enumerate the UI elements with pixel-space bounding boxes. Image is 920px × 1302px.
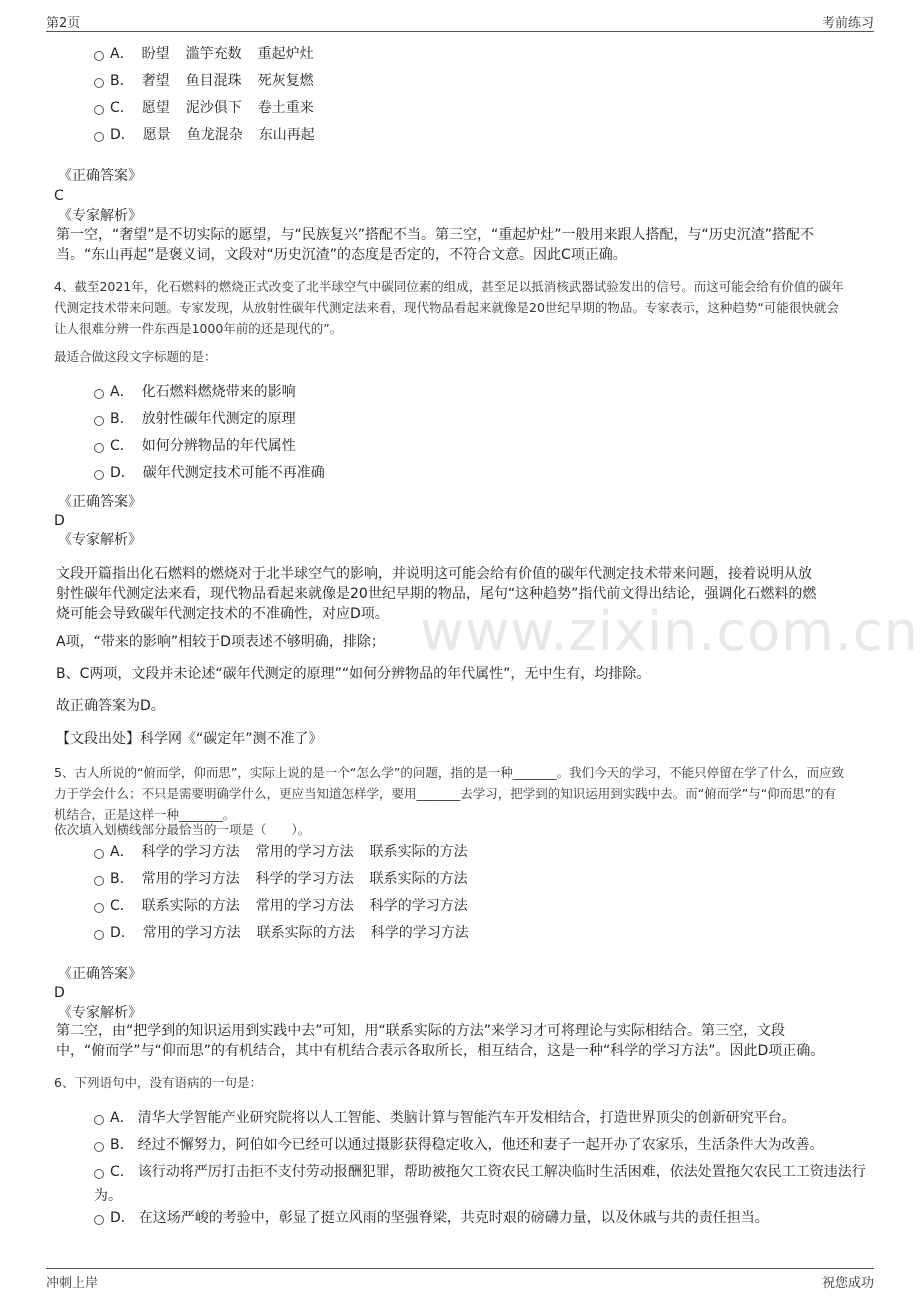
q5-option-d[interactable]: D． 常用的学习方法 联系实际的方法 科学的学习方法 [94, 923, 469, 943]
q6-option-a[interactable]: A． 清华大学智能产业研究院将以人工智能、类脑计算与智能汽车开发相结合，打造世界顶尖的创新研究平台。 [94, 1106, 876, 1130]
radio-icon[interactable] [94, 1169, 104, 1179]
q6-option-d[interactable]: D． 在这场严峻的考验中，彰显了挺立风雨的坚强脊梁，共克时艰的磅礴力量，以及休戚与共的责任担当。 [94, 1206, 876, 1230]
source-citation: 【文段出处】科学网《“碳定年”测不准了》 [56, 731, 323, 747]
question-stem: 6、下列语句中，没有语病的一句是： [54, 1075, 262, 1090]
q4-option-c[interactable]: C． 如何分辨物品的年代属性 [94, 436, 296, 456]
page-header [0, 0, 920, 34]
q3-option-b[interactable]: B． 奢望 鱼目混珠 死灰复燃 [94, 71, 314, 91]
radio-icon[interactable] [94, 78, 104, 88]
page-number: 第2页 [46, 16, 81, 31]
q4-option-d[interactable]: D． 碳年代测定技术可能不再准确 [94, 463, 325, 483]
footer-left-text: 冲刺上岸 [46, 1276, 99, 1291]
radio-icon[interactable] [94, 903, 104, 913]
answer-value: D [54, 985, 65, 1001]
q5-option-a[interactable]: A． 科学的学习方法 常用的学习方法 联系实际的方法 [94, 842, 468, 862]
radio-icon[interactable] [94, 416, 104, 426]
analysis-label: 《专家解析》 [58, 208, 142, 224]
header-title: 考前练习 [821, 16, 874, 31]
question-prompt: 依次填入划横线部分最恰当的一项是（ ）。 [54, 822, 311, 837]
q5-option-b[interactable]: B． 常用的学习方法 科学的学习方法 联系实际的方法 [94, 869, 468, 889]
q5-option-c[interactable]: C． 联系实际的方法 常用的学习方法 科学的学习方法 [94, 896, 468, 916]
answer-label: 《正确答案》 [58, 494, 142, 510]
analysis-text: 故正确答案为D。 [56, 698, 165, 714]
header-divider [46, 31, 874, 32]
radio-icon[interactable] [94, 1215, 104, 1225]
analysis-text: B、C两项，文段并未论述“碳年代测定的原理”“如何分辨物品的年代属性”，无中生有，均排除。 [56, 666, 651, 682]
q6-option-c[interactable]: C． 该行动将严厉打击拒不支付劳动报酬犯罪，帮助被拖欠工资农民工解决临时生活困难，依法处置拖欠农民工工资违法行为。 [94, 1164, 866, 1204]
radio-icon[interactable] [94, 443, 104, 453]
radio-icon[interactable] [94, 105, 104, 115]
page-footer [0, 1268, 920, 1302]
footer-divider [46, 1268, 874, 1269]
radio-icon[interactable] [94, 470, 104, 480]
q6-option-b[interactable]: B． 经过不懈努力，阿伯如今已经可以通过摄影获得稳定收入，他还和妻子一起开办了农家乐，生活条件大为改善。 [94, 1133, 876, 1157]
watermark: www.zixin.com.cn [420, 600, 919, 663]
analysis-text: 第一空，“奢望”是不切实际的愿望，与“民族复兴”搭配不当。第三空，“重起炉灶”一般用来跟人搭配，与“历史沉渣”搭配不 当。“东山再起”是褒义词，文段对“历史沉渣”的态度是否定的，不符合文意。因此C项正确。 [56, 227, 815, 263]
radio-icon[interactable] [94, 876, 104, 886]
question-stem: 5、古人所说的“俯而学，仰而思”，实际上说的是一个“怎么学”的问题，指的是一种_______。我们今天的学习，不能只停留在学了什么，而应致 力于学会什么；不只是需要明确学什么，更应当知道怎样学，要用_______去学习，把学到的知识运用到实践中去。而“俯而学”与“仰而思”的有 机结合，正是这样一种_______。 [54, 765, 845, 822]
radio-icon[interactable] [94, 849, 104, 859]
radio-icon[interactable] [94, 1142, 104, 1152]
footer-right-text: 祝您成功 [821, 1276, 874, 1291]
analysis-text: A项，“带来的影响”相较于D项表述不够明确，排除； [56, 634, 385, 650]
analysis-text: 第二空，由“把学到的知识运用到实践中去”可知，用“联系实际的方法”来学习才可将理论与实际相结合。第三空，文段 中，“俯而学”与“仰而思”的有机结合，其中有机结合表示各取所长，相互结合，这是一种“科学的学习方法”。因此D项正确。 [56, 1023, 825, 1059]
q3-option-c[interactable]: C． 愿望 泥沙俱下 卷土重来 [94, 98, 314, 118]
answer-label: 《正确答案》 [58, 966, 142, 982]
radio-icon[interactable] [94, 1115, 104, 1125]
q3-option-d[interactable]: D． 愿景 鱼龙混杂 东山再起 [94, 125, 315, 145]
question-stem: 4、截至2021年，化石燃料的燃烧正式改变了北半球空气中碳同位素的组成，甚至足以抵消核武器试验发出的信号。而这可能会给有价值的碳年 代测定技术带来问题。专家发现，从放射性碳年代测定法来看，现代物品看起来就像是20世纪早期的物品。专家表示，这种趋势“可能很快就会 让人很难分辨一件东西是1000年前的还是现代的”。 [54, 279, 844, 336]
analysis-text: 文段开篇指出化石燃料的燃烧对于北半球空气的影响，并说明这可能会给有价值的碳年代测定技术带来问题，接着说明从放 射性碳年代测定法来看，现代物品看起来就像是20世纪早期的物品，尾句“这种趋势”指代前文得出结论，强调化石燃料的燃 烧可能会导致碳年代测定技术的不准确性，对应D项。 [56, 566, 817, 622]
answer-value: C [54, 188, 64, 204]
radio-icon[interactable] [94, 930, 104, 940]
analysis-label: 《专家解析》 [58, 1005, 142, 1021]
answer-value: D [54, 513, 65, 529]
radio-icon[interactable] [94, 389, 104, 399]
q4-option-a[interactable]: A． 化石燃料燃烧带来的影响 [94, 382, 296, 402]
answer-label: 《正确答案》 [58, 168, 142, 184]
analysis-label: 《专家解析》 [58, 532, 142, 548]
radio-icon[interactable] [94, 132, 104, 142]
question-prompt: 最适合做这段文字标题的是： [54, 349, 217, 364]
radio-icon[interactable] [94, 51, 104, 61]
q4-option-b[interactable]: B． 放射性碳年代测定的原理 [94, 409, 296, 429]
q3-option-a[interactable]: A． 盼望 滥竽充数 重起炉灶 [94, 44, 314, 64]
